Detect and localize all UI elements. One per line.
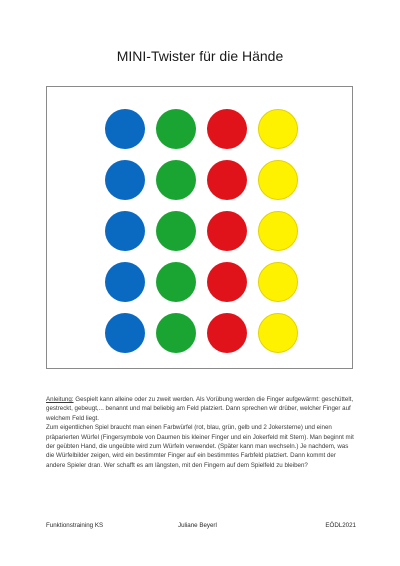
red-dot (207, 160, 247, 200)
yellow-dot (258, 160, 298, 200)
footer-code: EÖDL2021 (325, 522, 356, 529)
blue-dot (105, 313, 145, 353)
blue-dot (105, 109, 145, 149)
yellow-dot (258, 313, 298, 353)
yellow-dot (258, 211, 298, 251)
green-dot (156, 262, 196, 302)
instructions-text (46, 395, 356, 470)
page-footer (46, 522, 356, 532)
green-dot (156, 160, 196, 200)
green-dot (156, 313, 196, 353)
twister-board (46, 86, 353, 369)
red-dot (207, 313, 247, 353)
green-dot (156, 211, 196, 251)
footer-course: Funktionstraining KS (46, 522, 104, 529)
red-dot (207, 109, 247, 149)
red-dot (207, 211, 247, 251)
instructions-paragraph-1: Gespielt kann alleine oder zu zweit werden. Als Vorübung werden die Finger aufgewärmt: geschüttelt, gestreckt, gebeugt,... benannt und mal beliebig am Feld platziert. Dann sprechen wir drüber, welcher Finger auf welchem Feld liegt. (46, 396, 354, 422)
yellow-dot (258, 262, 298, 302)
footer-author: Juliane Beyerl (178, 522, 217, 529)
blue-dot (105, 160, 145, 200)
color-dot-grid (105, 109, 295, 349)
red-dot (207, 262, 247, 302)
blue-dot (105, 262, 145, 302)
green-dot (156, 109, 196, 149)
blue-dot (105, 211, 145, 251)
instructions-label: Anleitung: (46, 396, 74, 403)
instructions-paragraph-2: Zum eigentlichen Spiel braucht man einen Farbwürfel (rot, blau, grün, gelb und 2 Jokersterne) und einen präparierten Würfel (Fingersymbole von Daumen bis kleiner Finger und ein Jokerfeld mit Stern). Man beginnt mit der geübten Hand, die ungeübte wird zum Würfeln verwendet. (Später kann man wechseln.) Je nachdem, was die Würfelbilder zeigen, wird ein bestimmter Finger auf ein bestimmtes Farbfeld platziert. Dann kommt der andere Spieler dran. Wer schafft es am längsten, mit den Fingern auf dem Spielfeld zu bleiben? (46, 424, 354, 469)
yellow-dot (258, 109, 298, 149)
page-title: MINI-Twister für die Hände (116, 48, 284, 64)
